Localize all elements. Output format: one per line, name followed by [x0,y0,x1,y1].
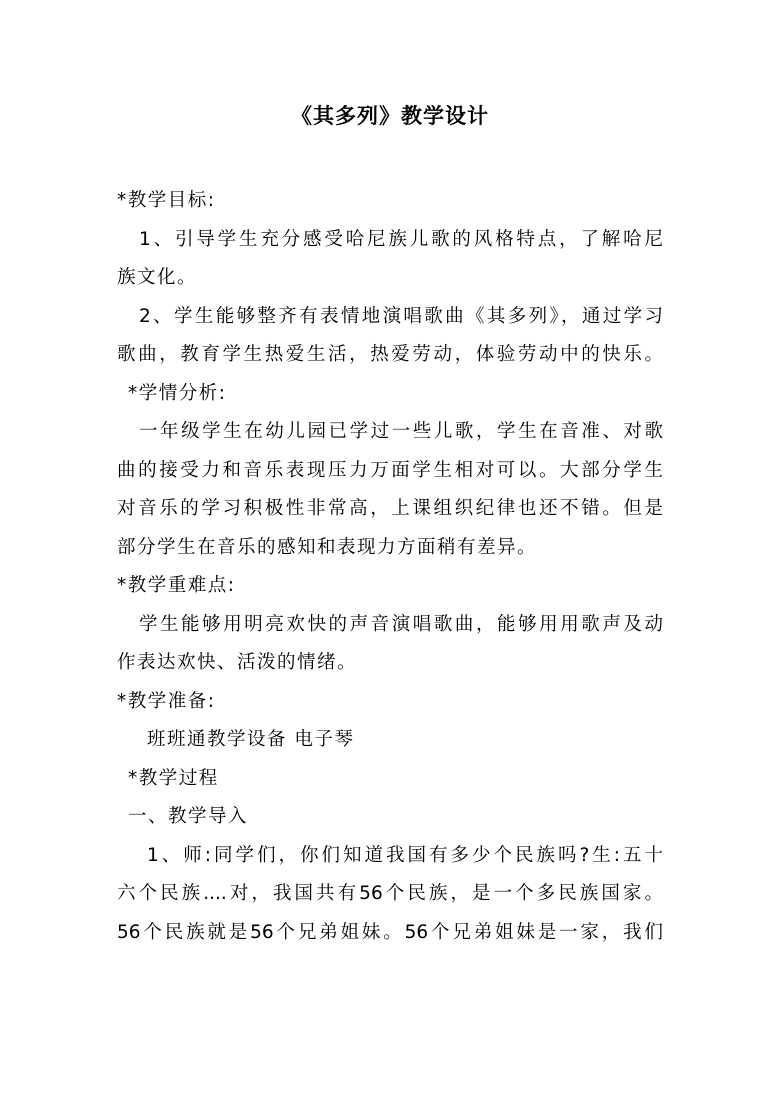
paragraph-line: 班班通教学设备 电子琴 [147,729,355,750]
section-heading-objectives: *教学目标: [117,190,216,211]
paragraph-line: 作表达欢快、活泼的情绪。 [117,652,358,673]
paragraph-line: 1、引导学生充分感受哈尼族儿歌的风格特点，了解哈尼 [139,228,663,250]
section-heading-key-points: *教学重难点: [117,575,236,596]
paragraph-line: 一年级学生在幼儿园已学过一些儿歌，学生在音准、对歌 [139,421,663,442]
paragraph-line: 歌曲，教育学生热爱生活，热爱劳动，体验劳动中的快乐。 [117,344,663,365]
document-title: 《其多列》教学设计 [291,104,489,128]
paragraph-line: 对音乐的学习积极性非常高，上课组织纪律也还不错。但是 [117,498,663,519]
paragraph-line: 族文化。 [117,267,198,288]
section-heading-preparation: *教学准备: [117,690,216,712]
paragraph-line: 六个民族....对，我国共有56个民族，是一个多民族国家。 [117,883,663,904]
paragraph-line: 曲的接受力和音乐表现压力万面学生相对可以。大部分学生 [117,459,663,481]
paragraph-line: 学生能够用明亮欢快的声音演唱歌曲，能够用用歌声及动 [139,613,663,635]
document-body [117,182,663,952]
paragraph-line: 2、学生能够整齐有表情地演唱歌曲《其多列》，通过学习 [139,305,663,327]
paragraph-line: 56个民族就是56个兄弟姐妹。56个兄弟姐妹是一家，我们 [117,921,663,943]
paragraph-line: 1、师:同学们，你们知道我国有多少个民族吗?生:五十 [147,844,663,866]
paragraph-line: 部分学生在音乐的感知和表现力方面稍有差异。 [117,536,538,558]
section-heading-analysis: *学情分析: [128,382,227,404]
section-heading-process: *教学过程 [128,767,219,789]
subsection-heading-introduction: 一、教学导入 [128,806,249,827]
